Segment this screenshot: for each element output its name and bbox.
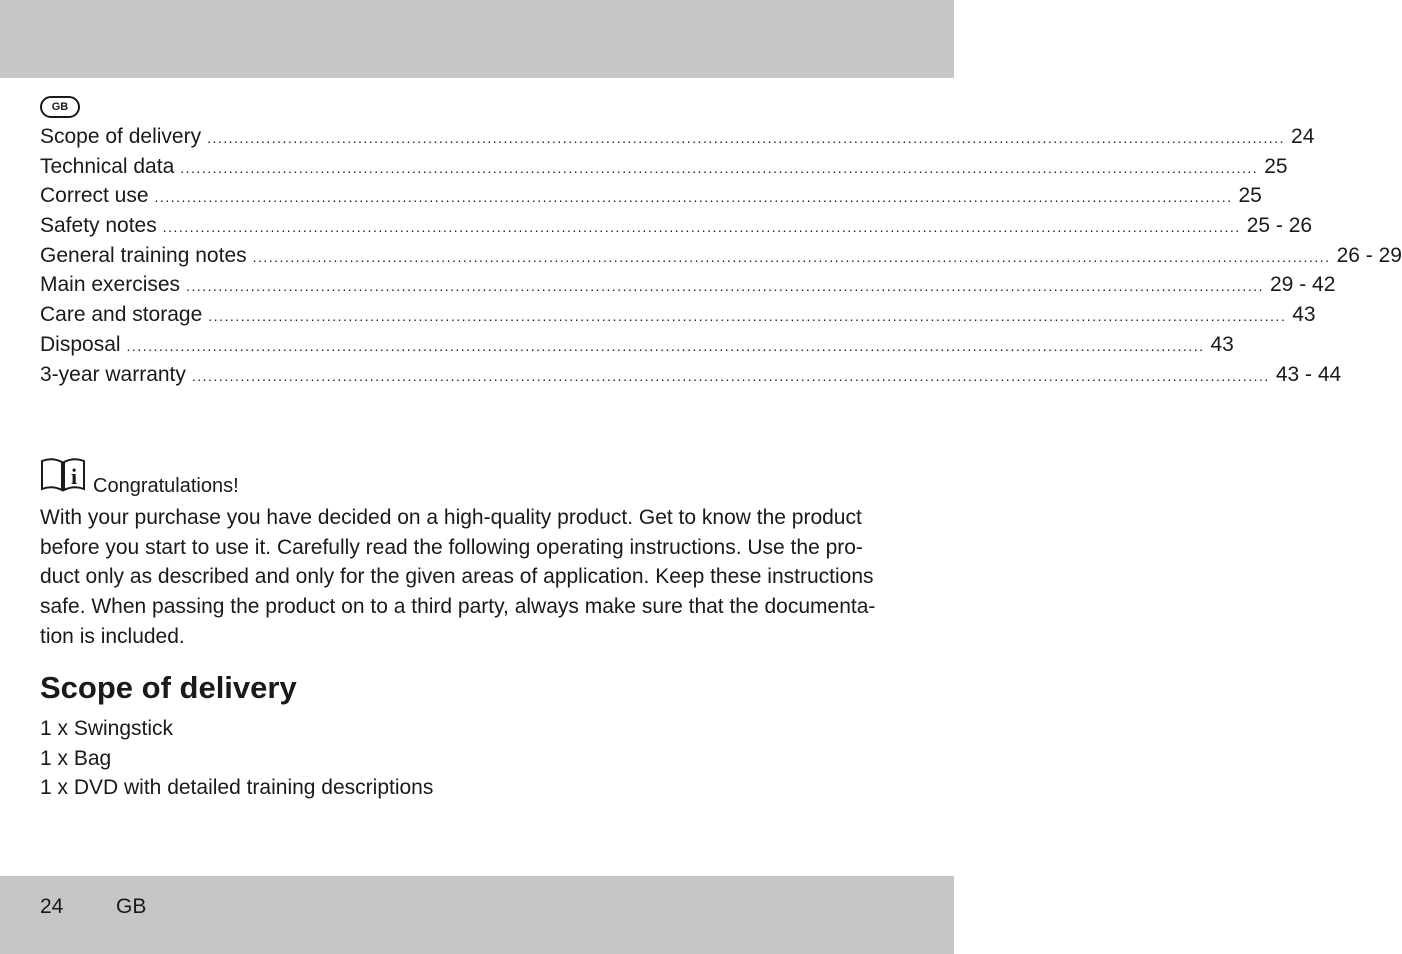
top-band xyxy=(0,0,954,78)
toc-title: General training notes xyxy=(40,243,247,267)
intro-line: duct only as described and only for the given areas of application. Keep these instructions xyxy=(40,565,874,589)
toc-page: 24 xyxy=(1291,125,1315,148)
toc-page: 43 xyxy=(1210,332,1234,356)
toc-entry[interactable] xyxy=(40,181,1262,211)
toc-title: Technical data xyxy=(40,154,175,178)
info-book-icon xyxy=(40,457,86,493)
toc-entry[interactable] xyxy=(40,270,1336,300)
intro-paragraph xyxy=(40,503,914,651)
toc-leader-dots: ........................................................................................................................................................................................................ xyxy=(252,248,1331,265)
list-item: 1 x Bag xyxy=(40,746,112,770)
toc-leader-dots: ........................................................................................................................................................................................................ xyxy=(126,337,1205,354)
intro-line: before you start to use it. Carefully read the following operating instructions. Use the pro- xyxy=(40,535,863,559)
svg-text:i: i xyxy=(70,464,78,489)
scope-heading: Scope of delivery xyxy=(40,670,297,705)
toc-page: 25 - 26 xyxy=(1246,214,1313,238)
toc-entry[interactable] xyxy=(40,360,1342,390)
table-of-contents xyxy=(40,122,1402,389)
toc-leader-dots: ........................................................................................................................................................................................................ xyxy=(207,130,1286,146)
intro-line: With your purchase you have decided on a high-quality product. Get to know the product xyxy=(40,506,862,529)
list-item: 1 x DVD with detailed training descriptions xyxy=(40,776,434,800)
toc-leader-dots: ........................................................................................................................................................................................................ xyxy=(191,367,1270,384)
toc-page: 26 - 29 xyxy=(1336,243,1402,267)
toc-entry[interactable] xyxy=(40,241,1402,271)
toc-title: Disposal xyxy=(40,332,121,356)
toc-entry[interactable] xyxy=(40,211,1313,241)
scope-list xyxy=(40,714,433,803)
footer-language: GB xyxy=(116,895,147,918)
toc-page: 43 xyxy=(1292,303,1316,327)
toc-leader-dots: ........................................................................................................................................................................................................ xyxy=(154,189,1233,206)
toc-page: 29 - 42 xyxy=(1270,273,1336,297)
toc-title: 3-year warranty xyxy=(40,362,186,386)
toc-entry[interactable] xyxy=(40,122,1315,152)
page-number: 24 xyxy=(40,895,64,918)
toc-leader-dots: ........................................................................................................................................................................................................ xyxy=(186,278,1264,295)
toc-entry[interactable] xyxy=(40,300,1316,330)
toc-page: 25 xyxy=(1238,184,1262,208)
intro-line: safe. When passing the product on to a third party, always make sure that the documenta- xyxy=(40,595,876,619)
toc-entry[interactable] xyxy=(40,330,1234,360)
intro-line: tion is included. xyxy=(40,624,185,648)
toc-title: Safety notes xyxy=(40,214,157,238)
congratulations-heading: Congratulations! xyxy=(93,475,239,497)
toc-page: 43 - 44 xyxy=(1275,362,1342,386)
toc-title: Scope of delivery xyxy=(40,125,202,148)
toc-leader-dots: ........................................................................................................................................................................................................ xyxy=(162,219,1241,236)
toc-page: 25 xyxy=(1264,154,1288,178)
toc-leader-dots: ........................................................................................................................................................................................................ xyxy=(180,159,1259,176)
toc-title: Care and storage xyxy=(40,303,203,327)
toc-entry[interactable] xyxy=(40,152,1288,182)
toc-leader-dots: ........................................................................................................................................................................................................ xyxy=(208,308,1287,325)
language-badge: GB xyxy=(40,96,80,118)
toc-title: Correct use xyxy=(40,184,149,208)
list-item: 1 x Swingstick xyxy=(40,717,174,740)
toc-title: Main exercises xyxy=(40,273,181,297)
